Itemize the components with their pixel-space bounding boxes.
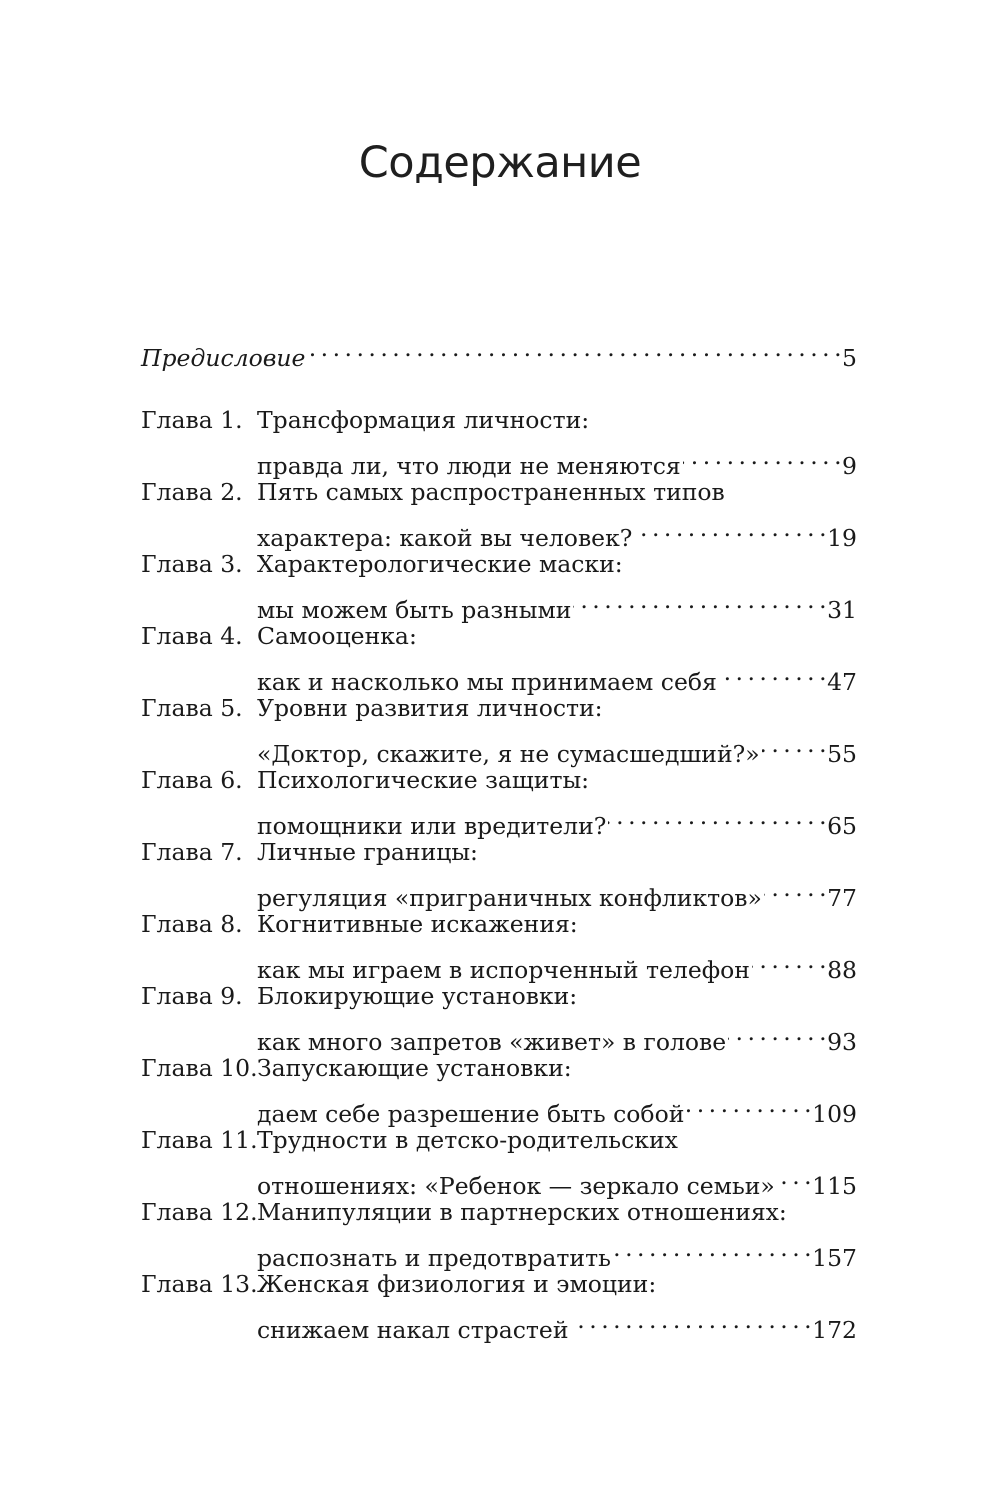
chapter-title-line1: Уровни развития личности: [257, 694, 603, 722]
toc-entry-chapter-11[interactable] [141, 1122, 857, 1200]
chapter-title-line2: регуляция «приграничных конфликтов» [257, 884, 762, 912]
table-of-contents [141, 330, 857, 1344]
page-number: 77 [827, 884, 857, 912]
page-number: 31 [827, 596, 857, 624]
chapter-title-line1: Личные границы: [257, 838, 478, 866]
chapter-title-line2: как много запретов «живет» в голове [257, 1028, 727, 1056]
chapter-label: Глава 6. [141, 766, 243, 794]
page-number: 65 [827, 812, 857, 840]
chapter-title-line1: Пять самых распространенных типов [257, 478, 725, 506]
chapter-title-line2: снижаем накал страстей [257, 1316, 569, 1344]
toc-entry-chapter-1[interactable] [141, 402, 857, 480]
chapter-label: Глава 11. [141, 1126, 258, 1154]
chapter-title-line1: Характерологические маски: [257, 550, 623, 578]
toc-entry-chapter-8[interactable] [141, 906, 857, 984]
dot-leader [573, 582, 825, 618]
chapter-title-line2: отношениях: «Ребенок — зеркало семьи» [257, 1172, 775, 1200]
dot-leader [777, 1158, 810, 1194]
chapter-label: Глава 13. [141, 1270, 258, 1298]
page-title: Содержание [358, 138, 642, 188]
chapter-label: Глава 8. [141, 910, 243, 938]
toc-entry-chapter-2[interactable] [141, 474, 857, 552]
page-number: 88 [827, 956, 857, 984]
dot-leader [728, 1014, 825, 1050]
dot-leader [571, 1302, 811, 1338]
chapter-label: Глава 10. [141, 1054, 258, 1082]
dot-leader [683, 438, 840, 474]
page-number: 5 [842, 344, 857, 372]
chapter-label: Глава 2. [141, 478, 243, 506]
chapter-title-line2: мы можем быть разными [257, 596, 572, 624]
chapter-label: Глава 5. [141, 694, 243, 722]
chapter-title-line2: «Доктор, скажите, я не сумасшедший?» [257, 740, 760, 768]
chapter-label: Глава 1. [141, 406, 243, 434]
toc-entry-chapter-10[interactable] [141, 1050, 857, 1128]
chapter-title-line2: помощники или вредители? [257, 812, 607, 840]
chapter-title-line2: распознать и предотвратить [257, 1244, 611, 1272]
page-number: 19 [827, 524, 857, 552]
dot-leader [752, 942, 825, 978]
chapter-label: Глава 3. [141, 550, 243, 578]
dot-leader [634, 510, 825, 546]
page-number: 115 [812, 1172, 857, 1200]
dot-leader [307, 330, 840, 366]
page-number: 93 [827, 1028, 857, 1056]
page-number: 172 [812, 1316, 857, 1344]
chapter-title-line1: Запускающие установки: [257, 1054, 572, 1082]
toc-entry-chapter-12[interactable] [141, 1194, 857, 1272]
page-number: 109 [812, 1100, 857, 1128]
chapter-title-line1: Трудности в детско-родительских [257, 1126, 678, 1154]
chapter-list [141, 402, 857, 1344]
chapter-label: Глава 12. [141, 1198, 258, 1226]
chapter-label: Глава 7. [141, 838, 243, 866]
page-number: 47 [827, 668, 857, 696]
toc-entry-chapter-4[interactable] [141, 618, 857, 696]
dot-leader [762, 726, 826, 762]
chapter-title-line2: правда ли, что люди не меняются [257, 452, 681, 480]
toc-entry-chapter-13[interactable] [141, 1266, 857, 1344]
toc-entry-chapter-9[interactable] [141, 978, 857, 1056]
chapter-label: Глава 9. [141, 982, 243, 1010]
chapter-title-line1: Трансформация личности: [257, 406, 590, 434]
chapter-title-line1: Блокирующие установки: [257, 982, 578, 1010]
dot-leader [608, 798, 825, 834]
chapter-title-line2: даем себе разрешение быть собой [257, 1100, 685, 1128]
toc-entry-chapter-3[interactable] [141, 546, 857, 624]
toc-entry-preface[interactable] [141, 330, 857, 372]
chapter-title-line2: как и насколько мы принимаем себя [257, 668, 717, 696]
chapter-title-line2: характера: какой вы человек? [257, 524, 633, 552]
toc-entry-chapter-7[interactable] [141, 834, 857, 912]
chapter-title-line1: Самооценка: [257, 622, 417, 650]
dot-leader [686, 1086, 810, 1122]
chapter-title-line1: Когнитивные искажения: [257, 910, 578, 938]
dot-leader [613, 1230, 810, 1266]
chapter-title-line1: Манипуляции в партнерских отношениях: [257, 1198, 787, 1226]
preface-label: Предисловие [141, 344, 306, 372]
dot-leader [719, 654, 825, 690]
toc-entry-chapter-5[interactable] [141, 690, 857, 768]
page-number: 157 [812, 1244, 857, 1272]
toc-entry-chapter-6[interactable] [141, 762, 857, 840]
chapter-title-line2: как мы играем в испорченный телефон [257, 956, 750, 984]
dot-leader [764, 870, 825, 906]
chapter-title-line1: Психологические защиты: [257, 766, 590, 794]
chapter-label: Глава 4. [141, 622, 243, 650]
chapter-title-line1: Женская физиология и эмоции: [257, 1270, 657, 1298]
page-number: 55 [827, 740, 857, 768]
page-number: 9 [842, 452, 857, 480]
